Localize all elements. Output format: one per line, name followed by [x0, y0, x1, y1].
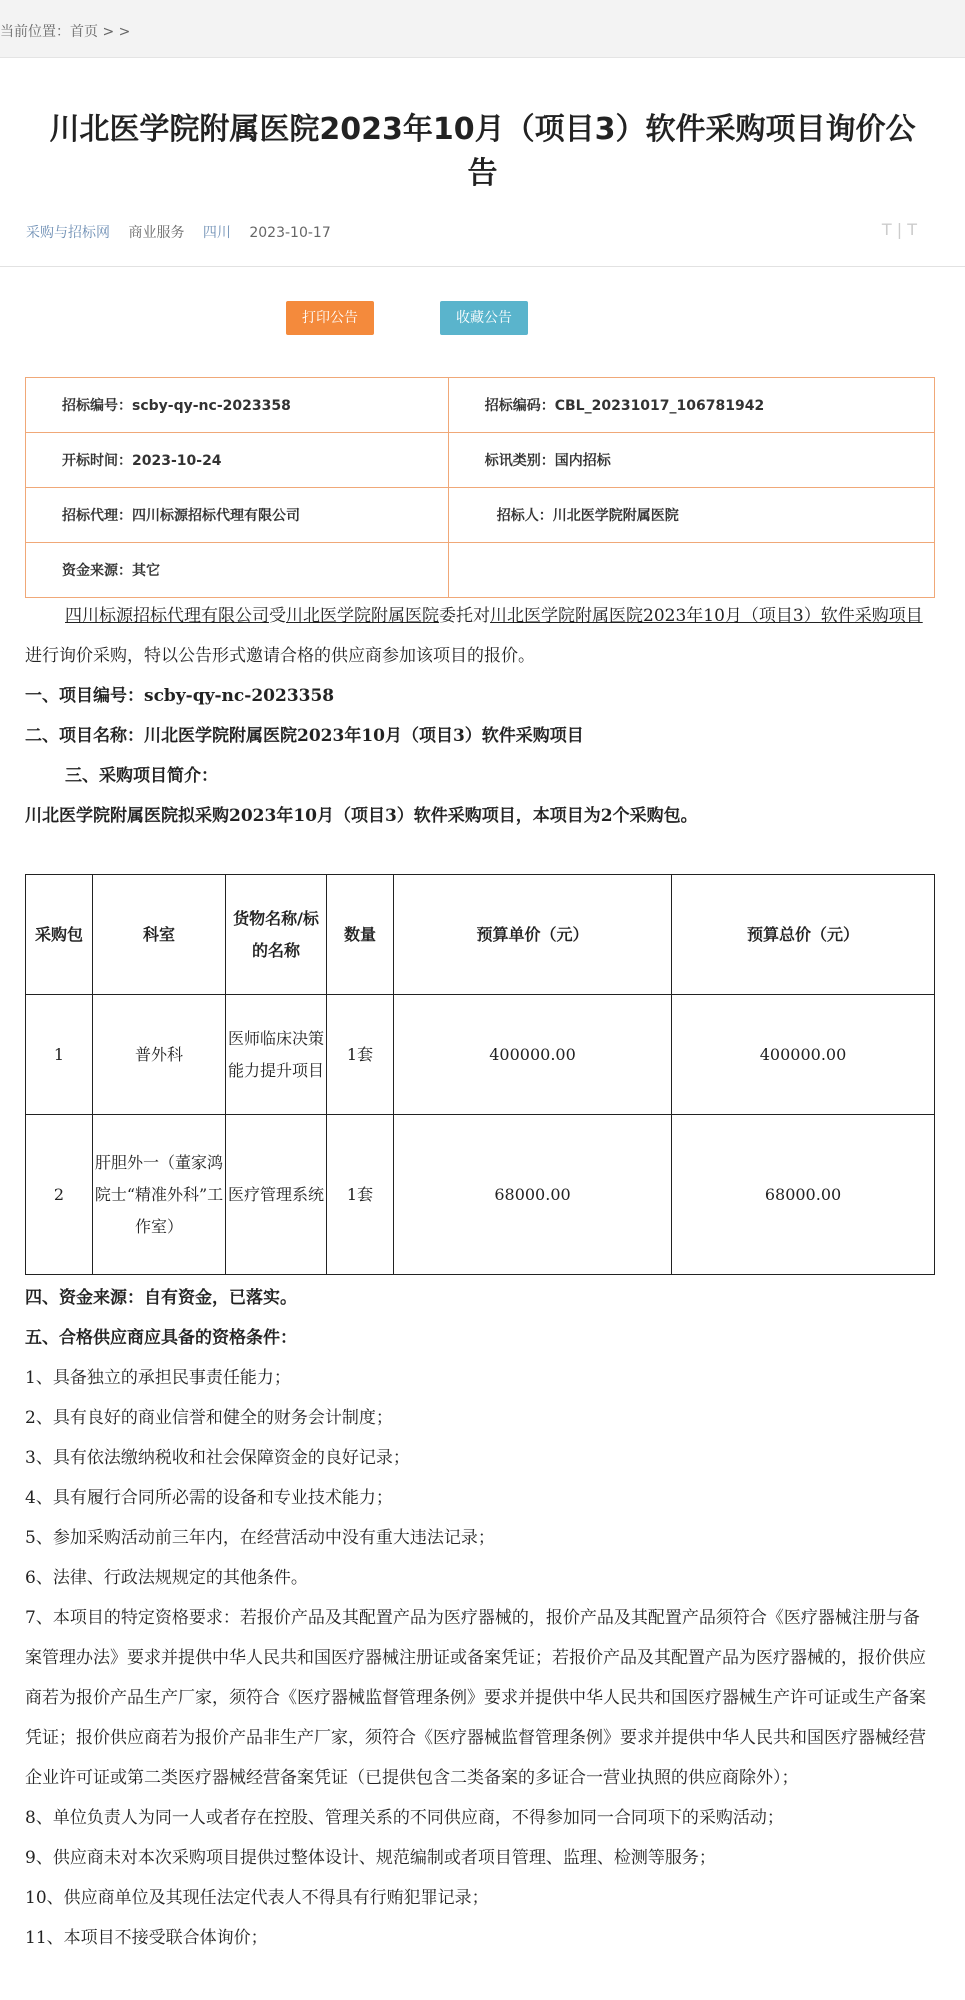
- intro-text: 委托对: [439, 606, 490, 626]
- project-number: 一、项目编号：scby-qy-nc-2023358: [25, 686, 335, 706]
- qualification-item: 1、具备独立的承担民事责任能力；: [25, 1368, 291, 1388]
- qualification-item: 5、参加采购活动前三年内，在经营活动中没有重大违法记录；: [25, 1528, 495, 1548]
- table-header: 货物名称/标的名称: [226, 875, 327, 995]
- action-bar: [0, 267, 965, 367]
- table-cell: 1套: [327, 1115, 394, 1275]
- qualification-heading: 五、合格供应商应具备的资格条件：: [25, 1328, 297, 1348]
- table-cell: 医疗管理系统: [226, 1115, 327, 1275]
- print-button[interactable]: 打印公告: [286, 301, 374, 335]
- open-time: 开标时间：2023-10-24: [26, 433, 449, 488]
- empty-cell: [448, 543, 934, 598]
- breadcrumb-label: 当前位置：: [0, 24, 70, 40]
- project-intro-text: 川北医学院附属医院拟采购2023年10月（项目3）软件采购项目，本项目为2个采购包。: [25, 806, 698, 826]
- table-row: [26, 1115, 935, 1275]
- table-cell: 普外科: [93, 995, 226, 1115]
- table-header: 预算总价（元）: [672, 875, 935, 995]
- fund-source: 资金来源：其它: [26, 543, 449, 598]
- publish-date: 2023-10-17: [249, 225, 331, 241]
- table-cell: 68000.00: [394, 1115, 672, 1275]
- meta-bar: [26, 222, 965, 252]
- qualification-item: 4、具有履行合同所必需的设备和专业技术能力；: [25, 1488, 393, 1508]
- agent-link[interactable]: 四川标源招标代理有限公司: [65, 606, 269, 626]
- table-cell: 肝胆外一（董家鸿院士“精准外科”工作室）: [93, 1115, 226, 1275]
- announcement-body-continued: [25, 1278, 935, 1958]
- bid-type: 标讯类别：国内招标: [448, 433, 934, 488]
- table-row: [26, 995, 935, 1115]
- page-title: 川北医学院附属医院2023年10月（项目3）软件采购项目询价公告: [49, 112, 916, 191]
- qualification-item: 2、具有良好的商业信誉和健全的财务会计制度；: [25, 1408, 393, 1428]
- tender-info-table: [25, 377, 935, 598]
- table-cell: 医师临床决策能力提升项目: [226, 995, 327, 1115]
- intro-text: 受: [269, 606, 286, 626]
- intro-text: 进行询价采购，特以公告形式邀请合格的供应商参加该项目的报价。: [25, 646, 535, 666]
- source-site-link[interactable]: 采购与招标网: [26, 225, 110, 241]
- qualification-item: 3、具有依法缴纳税收和社会保障资金的良好记录；: [25, 1448, 410, 1468]
- qualification-item: 9、供应商未对本次采购项目提供过整体设计、规范编制或者项目管理、监理、检测等服务；: [25, 1848, 716, 1868]
- table-header: 预算单价（元）: [394, 875, 672, 995]
- breadcrumb-separator: > >: [102, 24, 131, 40]
- font-size-toggle[interactable]: T | T: [881, 220, 917, 239]
- category-label: 商业服务: [128, 225, 185, 241]
- tender-number: 招标编号：scby-qy-nc-2023358: [26, 378, 449, 433]
- table-cell: 1: [26, 995, 93, 1115]
- agent: 招标代理：四川标源招标代理有限公司: [26, 488, 449, 543]
- favorite-button[interactable]: 收藏公告: [440, 301, 528, 335]
- announcement-body: [25, 596, 935, 836]
- project-name: 二、项目名称：川北医学院附属医院2023年10月（项目3）软件采购项目: [25, 726, 584, 746]
- qualification-item: 7、本项目的特定资格要求：若报价产品及其配置产品为医疗器械的，报价产品及其配置产品须符合《医疗器械注册与备案管理办法》要求并提供中华人民共和国医疗器械注册证或备案凭证；若报价产品及其配置产品为医疗器械的，报价供应商若为报价产品生产厂家，须符合《医疗器械监督管理条例》要求并提供中华人民共和国医疗器械生产许可证或生产备案凭证；报价供应商若为报价产品非生产厂家，须符合《医疗器械监督管理条例》要求并提供中华人民共和国医疗器械经营企业许可证或第二类医疗器械经营备案凭证（已提供包含二类备案的多证合一营业执照的供应商除外）；: [25, 1608, 926, 1788]
- tender-code: 招标编码：CBL_20231017_106781942: [448, 378, 934, 433]
- qualification-item: 6、法律、行政法规规定的其他条件。: [25, 1568, 308, 1588]
- table-cell: 1套: [327, 995, 394, 1115]
- table-header: 采购包: [26, 875, 93, 995]
- qualification-item: 11、本项目不接受联合体询价；: [25, 1928, 268, 1948]
- table-cell: 400000.00: [394, 995, 672, 1115]
- table-header: 数量: [327, 875, 394, 995]
- tenderer: 招标人：川北医学院附属医院: [448, 488, 934, 543]
- table-header: 科室: [93, 875, 226, 995]
- project-intro-heading: 三、采购项目简介：: [65, 766, 218, 786]
- province-link[interactable]: 四川: [202, 225, 231, 241]
- intro-paragraph: [25, 596, 935, 676]
- hospital-link[interactable]: 川北医学院附属医院: [286, 606, 439, 626]
- table-cell: 400000.00: [672, 995, 935, 1115]
- procurement-table: [25, 874, 935, 1275]
- table-cell: 2: [26, 1115, 93, 1275]
- table-cell: 68000.00: [672, 1115, 935, 1275]
- qualification-item: 8、单位负责人为同一人或者存在控股、管理关系的不同供应商，不得参加同一合同项下的采购活动；: [25, 1808, 784, 1828]
- breadcrumb: [0, 0, 965, 58]
- breadcrumb-home-link[interactable]: 首页: [70, 24, 98, 40]
- fund-section: 四、资金来源：自有资金，已落实。: [25, 1288, 297, 1308]
- project-link[interactable]: 川北医学院附属医院2023年10月（项目3）软件采购项目: [490, 606, 923, 626]
- qualification-item: 10、供应商单位及其现任法定代表人不得具有行贿犯罪记录；: [25, 1888, 489, 1908]
